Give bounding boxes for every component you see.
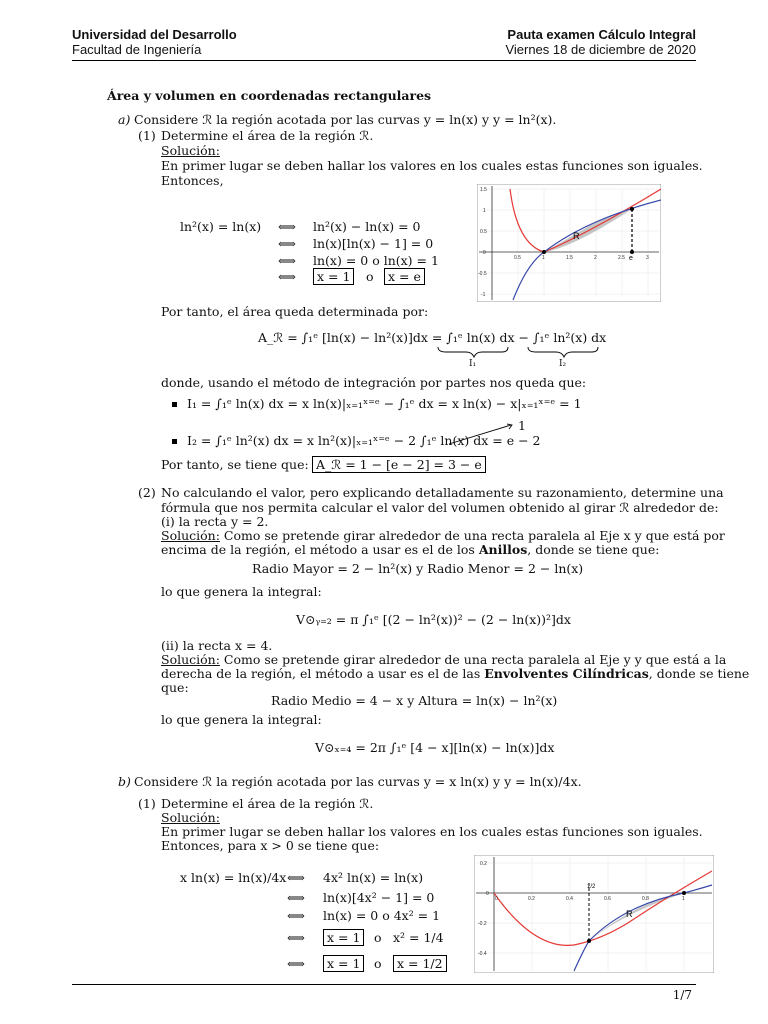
graph1-ytick: 0 xyxy=(483,250,486,256)
a2-i-text2 xyxy=(161,542,659,557)
handwritten-note: 1 xyxy=(518,418,526,433)
a1-eq-lhs: ln²(x) = ln(x) xyxy=(180,219,262,234)
graph1-ytick: -1 xyxy=(481,292,486,298)
b1-eq2: ln(x)[4x² − 1] = 0 xyxy=(323,890,435,905)
a1-eq1: ln²(x) − ln(x) = 0 xyxy=(313,219,421,234)
iff-arrow: ⟺ xyxy=(287,890,305,905)
a2-genera2: lo que genera la integral: xyxy=(161,712,322,727)
graph2-xtick: 0.2 xyxy=(528,896,535,902)
b1-eq1: 4x² ln(x) = ln(x) xyxy=(323,870,424,885)
iff-arrow: ⟺ xyxy=(287,908,305,923)
solution-label: Solución: xyxy=(161,528,220,543)
page-number: 1/7 xyxy=(672,988,692,1002)
anillos-term: Anillos xyxy=(478,542,528,557)
a1-area-formula: A_ℛ = ∫₁ᵉ [ln(x) − ln²(x)]dx = ∫₁ᵉ ln(x) dx − ∫₁ᵉ ln²(x) dx xyxy=(258,330,607,345)
a2-ii-text2a: derecha de la región, el método a usar es el de las xyxy=(161,666,485,681)
graph2-xtick: 0.4 xyxy=(566,896,573,902)
graph1-ytick: 0.5 xyxy=(480,229,487,235)
underbraces xyxy=(436,345,606,359)
b1-solution-label: Solución: xyxy=(161,810,220,825)
b1-eq3: ln(x) = 0 o 4x² = 1 xyxy=(323,908,441,923)
part-a-label: a) xyxy=(118,112,131,127)
a2-volume-1: V⊙ᵧ₌₂ = π ∫₁ᵉ [(2 − ln²(x))² − (2 − ln(x))²]dx xyxy=(296,612,571,627)
b1-eq-lhs: x ln(x) = ln(x)/4x xyxy=(180,870,287,885)
a2-question2: fórmula que nos permita calcular el valor del volumen obtenido al girar ℛ alrededor de: xyxy=(161,500,719,515)
part-a-statement: Considere ℛ la región acotada por las curvas y = ln(x) y y = ln²(x). xyxy=(134,112,557,127)
b1-label: (1) xyxy=(138,796,156,811)
arrow-head xyxy=(507,424,512,429)
iff-arrow: ⟺ xyxy=(287,870,305,885)
b1-eq5-boxed-a: x = 1 xyxy=(323,955,364,972)
graph1-ytick: -0.5 xyxy=(478,271,487,277)
graph2-point xyxy=(587,939,591,943)
graph-xlnx-region xyxy=(474,855,714,973)
i1-derivation: I₁ = ∫₁ᵉ ln(x) dx = x ln(x)|ₓ₌₁ˣ⁼ᵉ − ∫₁ᵉ dx = x ln(x) − x|ₓ₌₁ˣ⁼ᵉ = 1 xyxy=(187,396,582,411)
a2-i-solution xyxy=(161,528,725,543)
iff-arrow: ⟺ xyxy=(287,956,305,971)
graph1-xtick: 1.5 xyxy=(566,255,573,261)
a2-ii-label: (ii) la recta x = 4. xyxy=(161,638,273,653)
underbrace-i1 xyxy=(438,347,508,357)
i2-label: I₂ xyxy=(559,359,567,369)
a2-genera: lo que genera la integral: xyxy=(161,584,322,599)
graph1-ytick: 1 xyxy=(483,208,486,214)
university-name: Universidad del Desarrollo xyxy=(72,27,237,42)
graph2-half-label: 1/2 xyxy=(587,884,596,890)
graph2-ytick: -0.2 xyxy=(478,921,487,927)
exam-date: Viernes 18 de diciembre de 2020 xyxy=(505,42,696,57)
graph2-ytick: 0.2 xyxy=(480,861,487,867)
bullet-item-i1 xyxy=(172,396,582,411)
i2-derivation: I₂ = ∫₁ᵉ ln²(x) dx = x ln²(x)|ₓ₌₁ˣ⁼ᵉ − 2 ∫₁ᵉ ln(x) dx = e − 2 xyxy=(187,433,541,448)
a1-intro2: Entonces, xyxy=(161,173,224,188)
a1-area-text: Por tanto, el área queda determinada por: xyxy=(161,304,429,319)
header-rule xyxy=(72,60,696,61)
b1-eq5-o: o xyxy=(374,956,382,971)
b1-intro1: En primer lugar se deben hallar los valores en los cuales estas funciones son iguales. xyxy=(161,824,703,839)
b1-question: Determine el área de la región ℛ. xyxy=(161,796,374,811)
bullet-icon xyxy=(172,439,177,444)
graph2-point xyxy=(682,891,686,895)
a2-ii-solution xyxy=(161,652,726,667)
graph1-xtick: 2.5 xyxy=(618,255,625,261)
graph2-xtick: 0.6 xyxy=(604,896,611,902)
a2-ii-text1: Como se pretende girar alrededor de una recta paralela al Eje y y que está a la xyxy=(219,652,727,667)
graph2-xtick: 1 xyxy=(682,896,685,902)
a1-question: Determine el área de la región ℛ. xyxy=(161,128,374,143)
a2-volume-2: V⊙ₓ₌₄ = 2π ∫₁ᵉ [4 − x][ln(x) − ln(x)]dx xyxy=(315,740,555,755)
a2-i-text1: Como se pretende girar alrededor de una recta paralela al Eje x y que está por xyxy=(219,528,725,543)
iff-arrow: ⟺ xyxy=(278,219,296,234)
a1-eq2: ln(x)[ln(x) − 1] = 0 xyxy=(313,236,434,251)
iff-arrow: ⟺ xyxy=(278,253,296,268)
a2-radios: Radio Mayor = 2 − ln²(x) y Radio Menor = 2 − ln(x) xyxy=(252,561,584,576)
graph1-point xyxy=(542,250,546,254)
section-title: Área y volumen en coordenadas rectangulares xyxy=(107,88,432,103)
b1-eq5-boxed-b: x = 1/2 xyxy=(393,955,447,972)
graph2-xtick: 0.8 xyxy=(642,896,649,902)
a2-radio-medio: Radio Medio = 4 − x y Altura = ln(x) − ln²(x) xyxy=(271,693,558,708)
a2-ii-text2c: , donde se tiene xyxy=(648,666,750,681)
iff-arrow: ⟺ xyxy=(278,236,296,251)
part-b-statement: Considere ℛ la región acotada por las curvas y = x ln(x) y y = ln(x)/4x. xyxy=(134,774,582,789)
b1-intro2: Entonces, para x > 0 se tiene que: xyxy=(161,838,380,853)
a2-i-label: (i) la recta y = 2. xyxy=(161,514,269,529)
iff-arrow: ⟺ xyxy=(287,930,305,945)
graph1-point xyxy=(630,207,634,211)
a1-label: (1) xyxy=(138,128,156,143)
graph2-ytick: 0 xyxy=(486,891,489,897)
a2-question1: No calculando el valor, pero explicando detalladamente su razonamiento, determine una xyxy=(161,485,724,500)
a1-eq3: ln(x) = 0 o ln(x) = 1 xyxy=(313,253,439,268)
a1-result-box: A_ℛ = 1 − [e − 2] = 3 − e xyxy=(312,456,486,473)
graph1-xtick: 1 xyxy=(542,255,545,261)
a2-label: (2) xyxy=(138,485,156,500)
part-b-label: b) xyxy=(118,774,131,789)
bullet-icon xyxy=(172,402,177,407)
solution-label: Solución: xyxy=(161,652,220,667)
a2-ii-text3: que: xyxy=(161,680,189,695)
graph2-xtick: 0 xyxy=(495,896,498,902)
graph1-point xyxy=(630,250,634,254)
graph1-point-label: e xyxy=(629,255,633,262)
a1-result-text: Por tanto, se tiene que: xyxy=(161,457,309,472)
a1-eq4-o: o xyxy=(366,269,374,284)
iff-arrow: ⟺ xyxy=(278,269,296,284)
graph2-region-label: R xyxy=(626,909,633,919)
a1-eq4-boxed-b: x = e xyxy=(384,268,425,285)
underbrace-i2 xyxy=(528,347,598,357)
a1-eq4-boxed-a: x = 1 xyxy=(313,268,354,285)
b1-eq4-b: x² = 1/4 xyxy=(393,930,444,945)
graph1-xtick: 2 xyxy=(594,255,597,261)
faculty-name: Facultad de Ingeniería xyxy=(72,42,202,57)
a2-ii-text2 xyxy=(161,666,749,681)
graph1-xtick: 3 xyxy=(646,255,649,261)
b1-eq4-o: o xyxy=(374,930,382,945)
graph2-ytick: -0.4 xyxy=(478,951,487,957)
graph1-xtick: 0.5 xyxy=(514,255,521,261)
graph-ln-region xyxy=(477,184,661,302)
envolventes-term: Envolventes Cilíndricas xyxy=(484,666,649,681)
i1-label: I₁ xyxy=(469,359,477,369)
a2-i-text2a: encima de la región, el método a usar es el de los xyxy=(161,542,479,557)
a1-solution-label: Solución: xyxy=(161,143,220,158)
a2-i-text2c: , donde se tiene que: xyxy=(527,542,660,557)
b1-eq4-boxed-a: x = 1 xyxy=(323,929,364,946)
graph1-region-label: R xyxy=(573,231,580,241)
graph1-ytick: 1.5 xyxy=(480,187,487,193)
a1-parts-text: donde, usando el método de integración por partes nos queda que: xyxy=(161,375,587,390)
bullet-item-i2 xyxy=(172,433,541,448)
a1-intro1: En primer lugar se deben hallar los valores en los cuales estas funciones son iguales. xyxy=(161,158,703,173)
exam-title: Pauta examen Cálculo Integral xyxy=(507,27,696,42)
footer-rule xyxy=(72,984,696,985)
